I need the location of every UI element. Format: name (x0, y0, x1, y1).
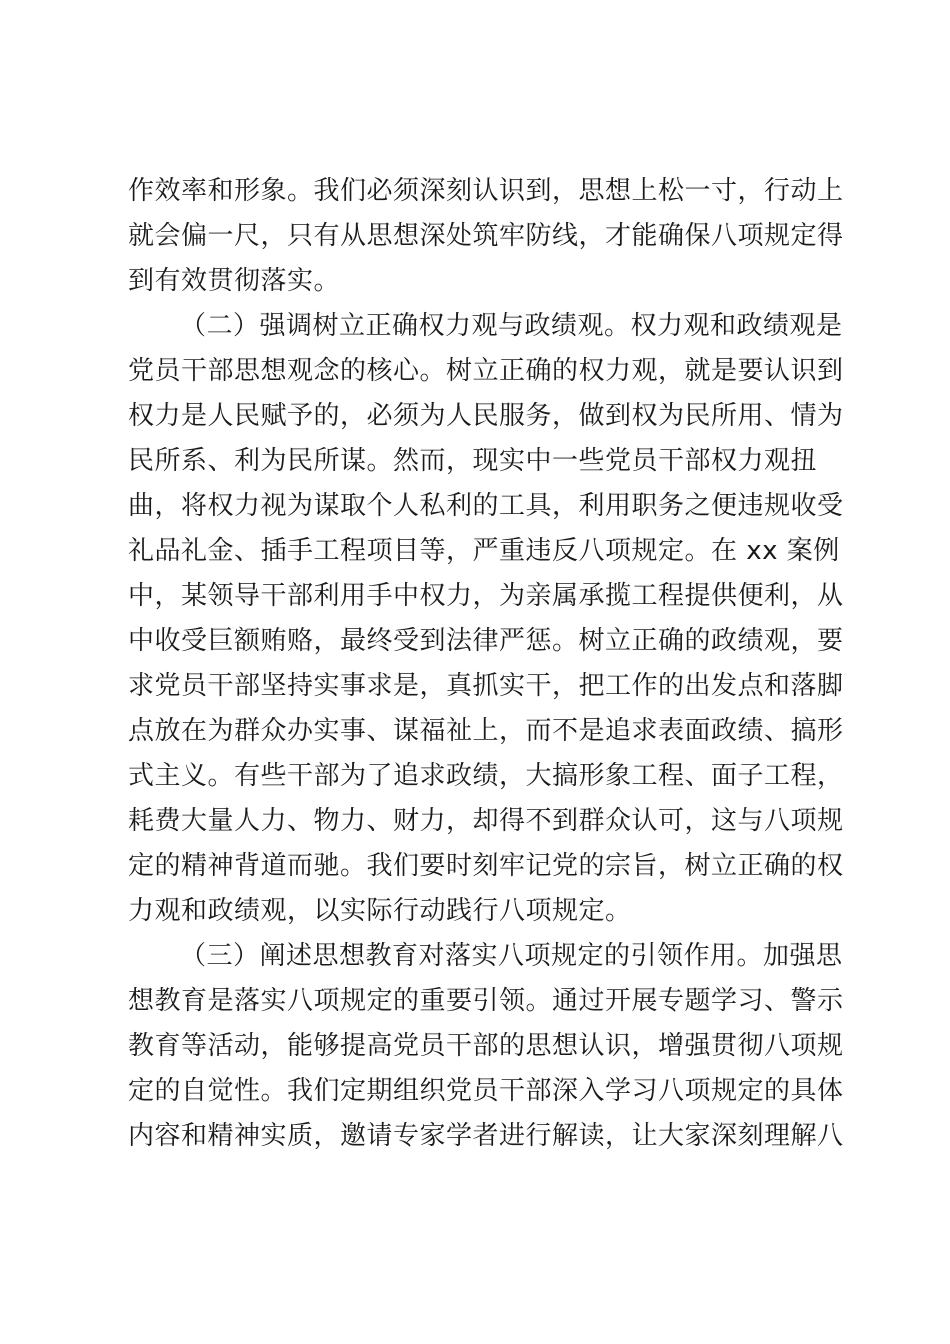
text-line-19: 想教育是落实八项规定的重要引领。通过开展专题学习、警示 (128, 986, 844, 1016)
text-line-12: 求党员干部坚持实事求是，真抓实干，把工作的出发点和落脚 (128, 671, 844, 701)
text-line-13: 点放在为群众办实事、谋福祉上，而不是追求表面政绩、搞形 (128, 716, 844, 746)
text-line-1: 作效率和形象。我们必须深刻认识到，思想上松一寸，行动上 (128, 176, 844, 206)
section-heading-2: （二）强调树立正确权力观与政绩观。权力观和政绩观是 (180, 311, 843, 341)
text-line-2: 就会偏一尺，只有从思想深处筑牢防线，才能确保八项规定得 (128, 221, 844, 251)
text-line-15: 耗费大量人力、物力、财力，却得不到群众认可，这与八项规 (128, 806, 844, 836)
text-line-5: 党员干部思想观念的核心。树立正确的权力观，就是要认识到 (128, 356, 844, 386)
text-line-14: 式主义。有些干部为了追求政绩，大搞形象工程、面子工程， (128, 761, 844, 791)
text-line-7: 民所系、利为民所谋。然而，现实中一些党员干部权力观扭 (128, 446, 818, 476)
section-heading-3: （三）阐述思想教育对落实八项规定的引领作用。加强思 (180, 941, 843, 971)
text-line-6: 权力是人民赋予的，必须为人民服务，做到权为民所用、情为 (128, 401, 844, 431)
text-line-22: 内容和精神实质，邀请专家学者进行解读，让大家深刻理解八 (128, 1121, 844, 1151)
text-line-9: 礼品礼金、插手工程项目等，严重违反八项规定。在 xx 案例 (128, 536, 840, 566)
text-line-11: 中收受巨额贿赂，最终受到法律严惩。树立正确的政绩观，要 (128, 626, 844, 656)
text-line-17: 力观和政绩观，以实际行动践行八项规定。 (128, 896, 632, 926)
text-line-10: 中，某领导干部利用手中权力，为亲属承揽工程提供便利，从 (128, 581, 844, 611)
text-line-8: 曲，将权力视为谋取个人私利的工具，利用职务之便违规收受 (128, 491, 844, 521)
text-line-21: 定的自觉性。我们定期组织党员干部深入学习八项规定的具体 (128, 1076, 844, 1106)
text-line-3: 到有效贯彻落实。 (128, 266, 341, 296)
text-line-20: 教育等活动，能够提高党员干部的思想认识，增强贯彻八项规 (128, 1031, 844, 1061)
text-line-16: 定的精神背道而驰。我们要时刻牢记党的宗旨，树立正确的权 (128, 851, 844, 881)
